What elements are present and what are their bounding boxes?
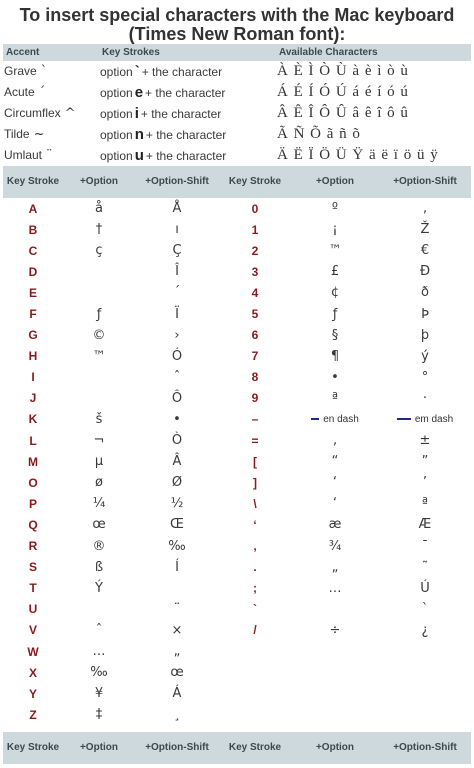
- cell-option-shift-2: ¯: [421, 538, 429, 554]
- grid-header-option-2: +Option: [315, 176, 355, 187]
- table-row: [3, 240, 471, 261]
- cell-option: ˆ: [95, 622, 103, 638]
- accent-table-header: [3, 44, 471, 61]
- cell-option-2: ¾: [328, 538, 342, 554]
- cell-option-shift-2: Ž: [420, 222, 430, 238]
- grid-footer-key-stroke-2: Key Stroke: [228, 742, 282, 753]
- accent-name: [3, 64, 100, 79]
- accent-row: [3, 145, 471, 166]
- keystroke-suffix: + the character: [141, 65, 223, 79]
- cell-option: ¥: [94, 686, 104, 702]
- cell-option-shift-2: ý: [421, 348, 429, 364]
- cell-key-2: ;: [253, 581, 257, 596]
- cell-key-2: 7: [251, 349, 259, 364]
- cell-option: †: [95, 222, 103, 238]
- accent-characters: Ä Ë Ï Ö Ü Ÿ ä ë ï ö ü ÿ: [277, 147, 439, 163]
- cell-option-shift: ›: [174, 327, 180, 343]
- cell-key-2: ]: [253, 475, 257, 490]
- cell-key: D: [28, 264, 38, 279]
- cell-option-2: æ: [328, 517, 342, 533]
- accent-characters: Â Ê Î Ô Û â ê î ô û: [277, 105, 409, 121]
- table-row: [3, 704, 471, 725]
- title-line-2: (Times New Roman font):: [128, 24, 346, 44]
- page-title: [0, 0, 474, 44]
- table-row: [3, 282, 471, 303]
- dash-label: en dash: [323, 413, 359, 425]
- table-row: [3, 388, 471, 409]
- cell-key: Z: [29, 707, 37, 722]
- cell-option-shift: Å: [172, 201, 182, 217]
- grid-header-key-stroke-2: Key Stroke: [228, 176, 282, 187]
- cell-option-2: ‚: [332, 433, 338, 449]
- cell-key: A: [28, 201, 38, 216]
- cell-option-shift-2: Þ: [421, 306, 429, 322]
- cell-key: T: [29, 581, 37, 596]
- cell-option-shift-2: ¿: [421, 622, 429, 638]
- cell-option-2: §: [331, 327, 339, 343]
- accent-keystroke: [100, 84, 277, 101]
- grid-header-option-shift-2: +Option-Shift: [393, 176, 457, 187]
- cell-option-shift-2: ˜: [421, 559, 429, 575]
- accent-label: Tilde: [4, 127, 30, 141]
- keystroke-prefix: option: [100, 107, 133, 121]
- accent-header-accent: Accent: [6, 47, 40, 58]
- table-row: [3, 620, 471, 641]
- accent-label: Circumflex: [4, 106, 61, 120]
- keystroke-suffix: + the character: [145, 128, 227, 142]
- table-row: [3, 514, 471, 535]
- cell-key-2: –: [251, 412, 259, 427]
- cell-option: ™: [92, 348, 106, 364]
- cell-option-shift: Ó: [171, 348, 183, 364]
- cell-key-2: 4: [251, 285, 259, 300]
- accent-name: [3, 148, 100, 163]
- grid-header-option: +Option: [79, 176, 119, 187]
- cell-key: J: [29, 391, 37, 406]
- cell-key: K: [28, 412, 38, 427]
- accent-mark: ^: [64, 106, 76, 121]
- cell-key-2: 8: [251, 370, 259, 385]
- grid-footer: [3, 732, 471, 764]
- cell-option-2: ‘: [332, 496, 338, 512]
- keystroke-suffix: + the character: [145, 86, 226, 100]
- table-row: [3, 346, 471, 367]
- table-row: [3, 261, 471, 282]
- grid-footer-option: +Option: [79, 742, 119, 753]
- cell-key: U: [28, 602, 38, 617]
- table-row: [3, 409, 471, 430]
- cell-option: ®: [92, 538, 106, 554]
- table-row: [3, 493, 471, 514]
- accent-name: [3, 85, 100, 100]
- table-row: [3, 472, 471, 493]
- cell-option-shift: Î: [175, 264, 179, 280]
- accent-label: Umlaut: [4, 148, 43, 162]
- cell-key: R: [28, 539, 38, 554]
- cell-option-shift-2: Ð: [419, 264, 431, 280]
- keystroke-prefix: option: [100, 128, 133, 142]
- grid-footer-option-2: +Option: [315, 742, 355, 753]
- cell-option-2: ¶: [330, 348, 340, 364]
- cell-option-2: ¢: [330, 285, 340, 301]
- cell-option-shift: Œ: [170, 517, 184, 533]
- cell-option-shift-2: [379, 414, 471, 425]
- keystroke-suffix: + the character: [140, 107, 222, 121]
- table-row: [3, 578, 471, 599]
- table-row: [3, 367, 471, 388]
- cell-option-shift: ×: [171, 622, 183, 638]
- cell-key: G: [28, 328, 38, 343]
- cell-option: ‰: [90, 665, 108, 681]
- cell-option-shift: •: [173, 411, 181, 427]
- table-row: [3, 557, 471, 578]
- cell-option-shift-2: ’: [422, 475, 428, 491]
- cell-key: V: [28, 623, 37, 638]
- cell-key-2: .: [253, 560, 257, 575]
- cell-option-2: „: [331, 559, 339, 575]
- accent-label: Acute: [4, 85, 35, 99]
- cell-key-2: \: [253, 496, 257, 511]
- cell-option-2: ¡: [332, 222, 338, 238]
- en-dash-swatch: [311, 418, 319, 420]
- cell-key: C: [28, 243, 38, 258]
- cell-key-2: 5: [251, 307, 259, 322]
- keystroke-key: n: [134, 126, 144, 143]
- cell-key: Q: [28, 517, 38, 532]
- cell-key-2: 9: [251, 391, 259, 406]
- table-row: [3, 683, 471, 704]
- cell-key-2: 2: [251, 243, 259, 258]
- table-row: [3, 536, 471, 557]
- keystroke-key: i: [134, 105, 139, 122]
- grid-header-key-stroke: Key Stroke: [6, 176, 60, 187]
- cell-option-shift-2: ·: [422, 390, 428, 406]
- cell-option-shift: Ï: [175, 306, 179, 322]
- cell-option-2: …: [328, 580, 342, 596]
- cell-key: P: [28, 496, 37, 511]
- cell-option: ‡: [95, 707, 103, 723]
- accent-characters: Ã Ñ Õ ã ñ õ: [277, 126, 361, 142]
- cell-key: F: [29, 307, 37, 322]
- keystroke-prefix: option: [100, 86, 133, 100]
- cell-option: Ý: [95, 580, 103, 596]
- cell-option: ƒ: [96, 306, 102, 322]
- cell-key: I: [31, 370, 35, 385]
- keystroke-key: u: [134, 147, 144, 164]
- cell-option-shift: ı: [175, 222, 179, 238]
- cell-option-shift: Â: [172, 454, 182, 470]
- cell-option-2: ÷: [329, 622, 341, 638]
- cell-option-2: ‘: [332, 475, 338, 491]
- cell-option-2: ª: [331, 390, 339, 406]
- cell-option: ©: [92, 327, 106, 343]
- title-line-1: To insert special characters with the Mac keyboard: [19, 5, 455, 25]
- cell-option: …: [92, 644, 106, 660]
- cell-option-shift-2: þ: [420, 327, 430, 343]
- table-row: [3, 451, 471, 472]
- cell-option: œ: [92, 517, 106, 533]
- cell-option-shift: Ø: [171, 475, 183, 491]
- keystroke-suffix: + the character: [145, 149, 227, 163]
- keystroke-key: e: [134, 84, 144, 101]
- cell-key: S: [28, 560, 37, 575]
- cell-key-2: /: [253, 623, 257, 638]
- cell-option-shift-2: ð: [421, 285, 429, 301]
- cell-option-shift: Ò: [171, 433, 183, 449]
- table-row: [3, 430, 471, 451]
- cell-option-shift: Í: [175, 559, 179, 575]
- cell-option-shift: ´: [173, 285, 181, 301]
- cell-option-shift: ¸: [173, 707, 181, 723]
- em-dash-swatch: [397, 418, 411, 420]
- table-row: [3, 325, 471, 346]
- cell-option-shift-2: ª: [421, 496, 429, 512]
- cell-key-2: =: [251, 433, 259, 448]
- keystroke-prefix: option: [100, 149, 133, 163]
- accent-label: Grave: [4, 64, 37, 78]
- cell-option-2: º: [331, 201, 339, 217]
- character-grid: [3, 198, 471, 725]
- cell-option: ç: [95, 243, 103, 259]
- cell-option-shift-2: `: [421, 601, 429, 617]
- grid-header-option-shift: +Option-Shift: [145, 176, 209, 187]
- cell-option-shift: ˆ: [173, 369, 181, 385]
- cell-key: B: [28, 222, 38, 237]
- accent-keystroke: [100, 63, 277, 80]
- accent-row: [3, 124, 471, 145]
- cell-key-2: 0: [251, 201, 259, 216]
- accent-header-available: Available Characters: [279, 47, 378, 58]
- accent-header-keystrokes: Key Strokes: [102, 47, 160, 58]
- table-row: [3, 303, 471, 324]
- accent-characters: À È Ì Ò Ù à è ì ò ù: [277, 63, 409, 79]
- cell-option-2: ™: [328, 243, 342, 259]
- cell-key: W: [27, 644, 39, 659]
- accent-row: [3, 82, 471, 103]
- cell-option: ¬: [93, 433, 105, 449]
- cell-option-shift-2: ‚: [422, 201, 428, 217]
- grid-footer-key-stroke: Key Stroke: [6, 742, 60, 753]
- cell-option-2: £: [330, 264, 340, 280]
- accent-table: [0, 61, 474, 166]
- accent-characters: Á É Í Ó Ú á é í ó ú: [277, 84, 409, 100]
- cell-option-2: “: [331, 454, 339, 470]
- accent-name: [3, 127, 100, 142]
- cell-option-shift-2: ±: [419, 433, 431, 449]
- accent-keystroke: [100, 105, 277, 122]
- cell-key-2: 6: [251, 328, 259, 343]
- cell-key-2: 3: [251, 264, 259, 279]
- cell-option-shift-2: ”: [421, 454, 429, 470]
- cell-option-shift-2: °: [421, 369, 429, 385]
- cell-option: ¼: [92, 496, 106, 512]
- cell-option-shift: ‰: [168, 538, 186, 554]
- cell-key: L: [29, 433, 37, 448]
- keystroke-prefix: option: [100, 65, 133, 79]
- cell-option-2: [291, 414, 379, 425]
- cell-option-shift: œ: [170, 665, 184, 681]
- cell-key: E: [28, 285, 37, 300]
- cell-key-2: `: [253, 602, 257, 617]
- table-row: [3, 219, 471, 240]
- cell-option-shift: ½: [170, 496, 184, 512]
- cell-key-2: 1: [251, 222, 259, 237]
- cell-key: X: [28, 665, 37, 680]
- cell-key: H: [28, 349, 38, 364]
- grid-footer-option-shift-2: +Option-Shift: [393, 742, 457, 753]
- cell-option: å: [95, 201, 103, 217]
- cell-option: µ: [94, 454, 104, 470]
- accent-keystroke: [100, 126, 277, 143]
- cell-option-shift: „: [173, 644, 181, 660]
- keystroke-key: `: [134, 63, 140, 80]
- cell-key-2: ‘: [253, 517, 257, 532]
- accent-name: [3, 106, 100, 121]
- cell-option-2: ƒ: [332, 306, 338, 322]
- accent-row: [3, 61, 471, 82]
- cell-key: M: [28, 454, 38, 469]
- accent-mark: `: [40, 64, 48, 79]
- cell-key-2: [: [253, 454, 257, 469]
- accent-keystroke: [100, 147, 277, 164]
- cell-option-shift-2: Ú: [420, 580, 430, 596]
- cell-key: Y: [28, 686, 37, 701]
- cell-option-2: •: [331, 369, 339, 385]
- cell-option-shift: Ô: [171, 390, 183, 406]
- cell-key: O: [28, 475, 38, 490]
- table-row: [3, 599, 471, 620]
- cell-option-shift-2: €: [420, 243, 430, 259]
- dash-label: em dash: [414, 413, 454, 425]
- grid-header: [3, 166, 471, 198]
- cell-option-shift: Á: [172, 686, 182, 702]
- cell-option: ß: [94, 559, 104, 575]
- table-row: [3, 641, 471, 662]
- cell-option: š: [95, 411, 103, 427]
- grid-footer-option-shift: +Option-Shift: [145, 742, 209, 753]
- accent-row: [3, 103, 471, 124]
- cell-option-shift: ¨: [173, 601, 181, 617]
- table-row: [3, 198, 471, 219]
- cell-option-shift: Ç: [172, 243, 182, 259]
- cell-option-shift-2: Æ: [418, 517, 432, 533]
- accent-mark: ¨: [46, 148, 53, 163]
- accent-mark: ´: [38, 85, 46, 100]
- cell-key-2: ,: [253, 539, 257, 554]
- accent-mark: ~: [33, 127, 45, 142]
- cell-option: ø: [95, 475, 103, 491]
- table-row: [3, 662, 471, 683]
